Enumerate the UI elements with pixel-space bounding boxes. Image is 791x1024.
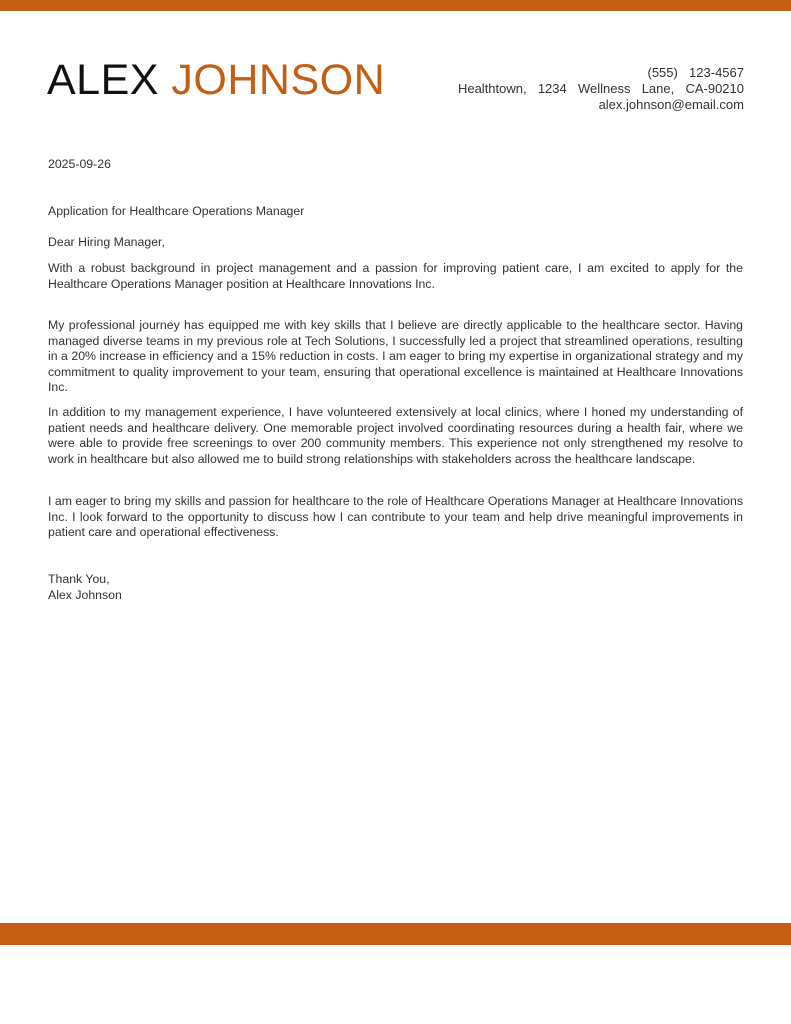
first-name: ALEX	[47, 56, 159, 104]
body-paragraph: With a robust background in project management and a passion for improving patient care, I am excited to apply for the Healthcare Operations Manager position at Healthcare Innovations Inc.	[48, 261, 743, 291]
closing-phrase: Thank You,	[48, 572, 110, 586]
phone-number: (555) 123-4567	[647, 65, 744, 80]
top-accent-bar	[0, 0, 791, 11]
signature-name: Alex Johnson	[48, 587, 122, 602]
applicant-name	[47, 56, 385, 104]
salutation: Dear Hiring Manager,	[48, 235, 165, 249]
body-paragraph: My professional journey has equipped me with key skills that I believe are directly applicable to the healthcare sector. Having managed diverse teams in my previous role at Tech Solutions, I successfully led a project that streamlined operations, resulting in a 20% increase in efficiency and a 15% reduction in costs. I am eager to bring my expertise in organizational strategy and my commitment to quality improvement to your team, ensuring that operational excellence is maintained at Healthcare Innovations Inc.	[48, 318, 743, 395]
last-name: JOHNSON	[171, 56, 386, 104]
body-paragraph: I am eager to bring my skills and passion for healthcare to the role of Healthcare Operations Manager at Healthcare Innovations Inc. I look forward to the opportunity to discuss how I can contribute to your team and help drive meaningful improvements in patient care and operational effectiveness.	[48, 494, 743, 540]
letter-subject: Application for Healthcare Operations Manager	[48, 204, 305, 218]
closing-block	[48, 572, 743, 603]
address: Healthtown, 1234 Wellness Lane, CA-90210	[457, 81, 744, 96]
letter-date: 2025-09-26	[48, 157, 111, 171]
contact-block	[458, 65, 744, 113]
email-address: alex.johnson@email.com	[598, 97, 744, 112]
bottom-accent-bar	[0, 923, 791, 945]
body-paragraph: In addition to my management experience, I have volunteered extensively at local clinics, where I honed my understanding of patient needs and healthcare delivery. One memorable project involved coordinating resources during a health fair, where we were able to provide free screenings to over 200 community members. This experience not only strengthened my resolve to work in healthcare but also allowed me to build strong relationships with stakeholders across the healthcare landscape.	[48, 405, 743, 466]
